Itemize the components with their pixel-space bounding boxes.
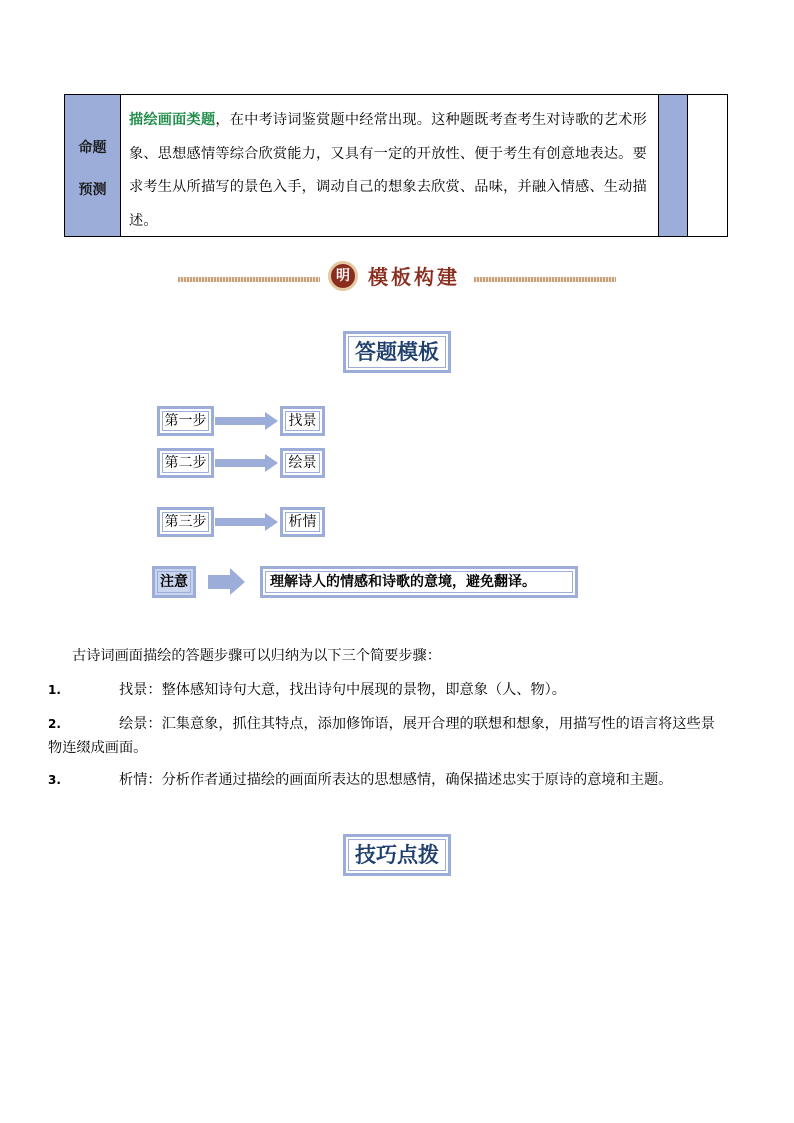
prediction-body: ，在中考诗词鉴赏题中经常出现。这种题既考查考生对诗歌的艺术形象、思想感情等综合欣赏能力，又具有一定的开放性、便于考生有创意地表达。要求考生从所描写的景色入手，调动自己的想象去欣赏、品味，并融入情感、生动描述。 — [129, 112, 647, 229]
prediction-text — [129, 104, 659, 238]
step-1-label: 第一步 — [157, 406, 214, 436]
list-item — [48, 678, 728, 702]
prediction-side-bar — [658, 95, 688, 236]
heading-answer-template: 答题模板 — [343, 331, 451, 373]
list-item-number: 1. — [48, 683, 61, 697]
list-item-number: 3. — [48, 773, 61, 787]
prediction-label-line1: 命题 — [78, 140, 107, 156]
banner-divider-left — [178, 277, 320, 282]
prediction-label-line2: 预测 — [78, 182, 107, 198]
list-item-text: 析情：分析作者通过描绘的画面所表达的思想感情，确保描述忠实于原诗的意境和主题。 — [119, 772, 673, 788]
step-2-result: 绘景 — [280, 448, 325, 478]
steps-intro: 古诗词画面描绘的答题步骤可以归纳为以下三个简要步骤： — [72, 648, 441, 664]
list-item — [48, 712, 728, 760]
prediction-highlight: 描绘画面类题 — [129, 112, 216, 128]
note-label: 注意 — [152, 566, 196, 598]
banner-title: 模板构建 — [368, 265, 460, 289]
step-1-arrow-icon — [215, 411, 279, 431]
list-item — [48, 768, 728, 792]
banner-badge: 明 — [328, 261, 358, 291]
prediction-label-cell — [65, 95, 121, 236]
step-3-result: 析情 — [280, 507, 325, 537]
prediction-table — [64, 94, 728, 237]
note-arrow-icon — [208, 568, 246, 596]
step-2-label: 第二步 — [157, 448, 214, 478]
note-text: 理解诗人的情感和诗歌的意境，避免翻译。 — [260, 566, 578, 598]
list-item-text: 找景：整体感知诗句大意，找出诗句中展现的景物，即意象（人、物）。 — [119, 682, 566, 698]
list-item-text: 绘景：汇集意象，抓住其特点，添加修饰语，展开合理的联想和想象，用描写性的语言将这些景物连缀成画面。 — [48, 716, 715, 756]
section-banner — [0, 258, 794, 298]
banner-divider-right — [474, 277, 616, 282]
step-3-label: 第三步 — [157, 507, 214, 537]
heading-tips: 技巧点拨 — [343, 834, 451, 876]
list-item-number: 2. — [48, 717, 61, 731]
step-2-arrow-icon — [215, 453, 279, 473]
step-1-result: 找景 — [280, 406, 325, 436]
step-3-arrow-icon — [215, 512, 279, 532]
